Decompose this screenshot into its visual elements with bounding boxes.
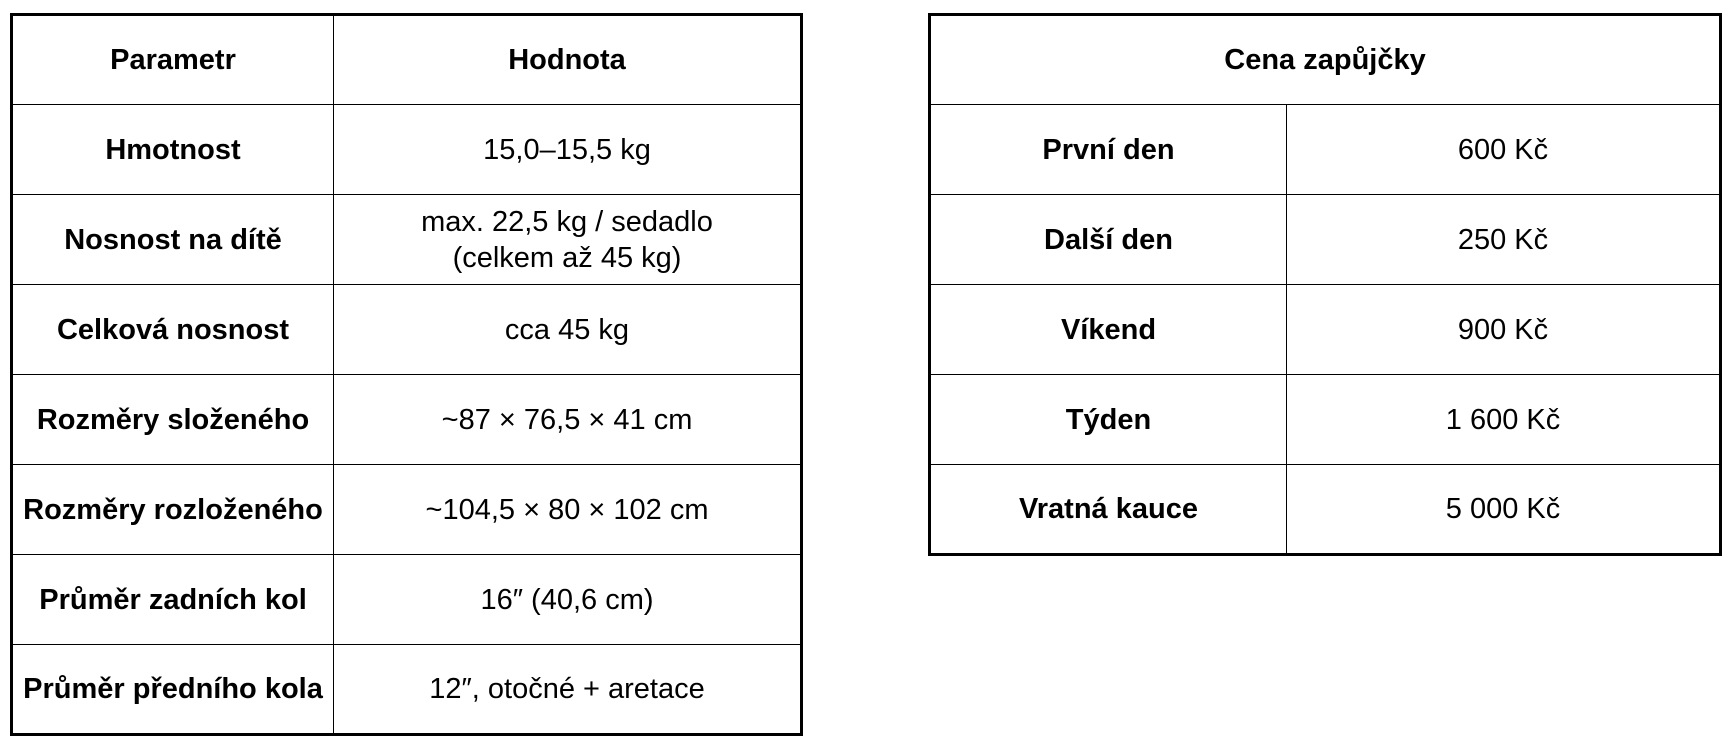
row-label: Hmotnost xyxy=(12,105,334,195)
price-table xyxy=(928,13,1722,556)
specs-table xyxy=(10,13,803,736)
row-label: Celková nosnost xyxy=(12,285,334,375)
table-row xyxy=(930,465,1721,555)
specs-header-row xyxy=(12,15,802,105)
price-value: 5 000 Kč xyxy=(1287,465,1721,555)
price-label: Vratná kauce xyxy=(930,465,1287,555)
row-value: cca 45 kg xyxy=(334,285,802,375)
row-label: Rozměry složeného xyxy=(12,375,334,465)
row-value: 12″, otočné + aretace xyxy=(334,645,802,735)
price-label: Víkend xyxy=(930,285,1287,375)
price-value: 1 600 Kč xyxy=(1287,375,1721,465)
table-row xyxy=(12,105,802,195)
price-value: 600 Kč xyxy=(1287,105,1721,195)
row-label: Průměr zadních kol xyxy=(12,555,334,645)
table-row xyxy=(12,465,802,555)
price-label: První den xyxy=(930,105,1287,195)
price-value: 900 Kč xyxy=(1287,285,1721,375)
row-label: Rozměry rozloženého xyxy=(12,465,334,555)
row-value xyxy=(334,195,802,285)
table-row xyxy=(930,375,1721,465)
price-label: Týden xyxy=(930,375,1287,465)
price-value: 250 Kč xyxy=(1287,195,1721,285)
table-row xyxy=(12,375,802,465)
price-label: Další den xyxy=(930,195,1287,285)
row-value: ~104,5 × 80 × 102 cm xyxy=(334,465,802,555)
row-label: Průměr předního kola xyxy=(12,645,334,735)
row-value: ~87 × 76,5 × 41 cm xyxy=(334,375,802,465)
row-value: 16″ (40,6 cm) xyxy=(334,555,802,645)
row-value: 15,0–15,5 kg xyxy=(334,105,802,195)
value-column-header: Hodnota xyxy=(334,15,802,105)
table-row xyxy=(12,555,802,645)
price-header-row xyxy=(930,15,1721,105)
table-row xyxy=(12,645,802,735)
row-value-line: max. 22,5 kg / sedadlo xyxy=(421,205,713,238)
table-row xyxy=(12,285,802,375)
table-row xyxy=(930,105,1721,195)
parameter-column-header: Parametr xyxy=(12,15,334,105)
row-label: Nosnost na dítě xyxy=(12,195,334,285)
row-value-line: (celkem až 45 kg) xyxy=(452,241,682,274)
table-row xyxy=(930,195,1721,285)
price-table-title: Cena zapůjčky xyxy=(930,15,1721,105)
table-row xyxy=(12,195,802,285)
table-row xyxy=(930,285,1721,375)
